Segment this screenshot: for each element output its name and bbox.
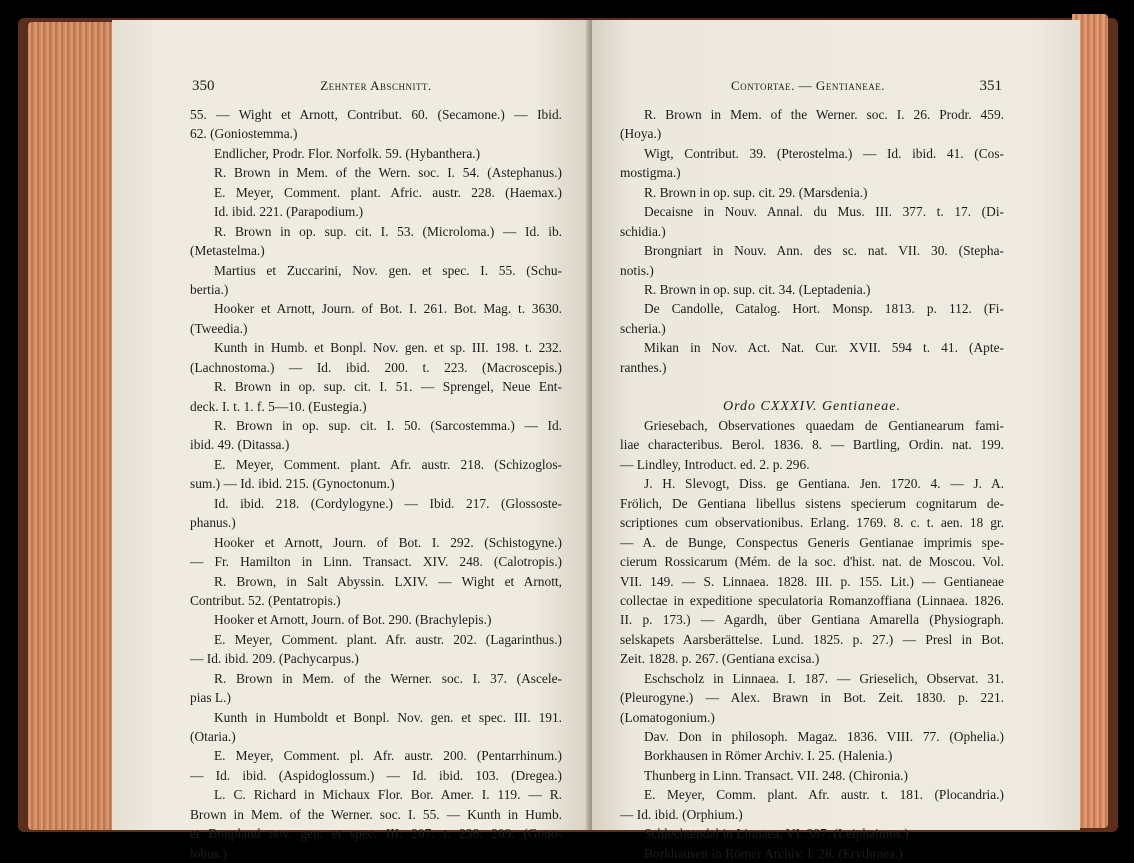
text-line: — Id. ibid. 209. (Pachycarpus.) xyxy=(190,651,359,667)
text-line: (Hoya.) xyxy=(620,126,662,142)
text-line: (Metastelma.) xyxy=(190,243,265,259)
text-line: Schlechtendal in Linnaea. VI. 387. (Leiphaimos.) xyxy=(644,826,909,842)
text-line: — Id. ibid. (Orphium.) xyxy=(620,806,743,822)
text-line: sum.) — Id. ibid. 215. (Gynoctonum.) xyxy=(190,476,395,492)
text-line: E. Meyer, Comment. plant. Afric. austr. 228. (Haemax.) xyxy=(214,184,562,200)
text-line: R. Brown, in Salt Abyssin. LXIV. — Wight et Arnott, xyxy=(214,573,562,589)
text-line: Wigt, Contribut. 39. (Pterostelma.) — Id. ibid. 41. (Cos- xyxy=(644,145,1004,161)
text-line: J. H. Slevogt, Diss. ge Gentiana. Jen. 1720. 4. — J. A. xyxy=(644,476,1004,492)
text-line: R. Brown in op. sup. cit. 34. (Leptadenia.) xyxy=(644,281,871,297)
text-line: Mikan in Nov. Act. Nat. Cur. XVII. 594 t. 41. (Apte- xyxy=(644,340,1004,356)
page-edges-left xyxy=(28,22,118,830)
text-line: 62. (Goniostemma.) xyxy=(190,126,298,142)
text-line: Id. ibid. 221. (Parapodium.) xyxy=(214,204,364,220)
page-number: 350 xyxy=(192,78,215,94)
text-line: Brongniart in Nouv. Ann. des sc. nat. VII. 30. (Stepha- xyxy=(644,243,1004,259)
right-page-body xyxy=(620,105,1004,863)
text-line: Kunth in Humboldt et Bonpl. Nov. gen. et spec. III. 191. xyxy=(214,709,562,725)
text-line: Decaisne in Nouv. Annal. du Mus. III. 377. t. 17. (Di- xyxy=(644,204,1004,220)
text-line: R. Brown in op. sup. cit. I. 50. (Sarcostemma.) — Id. xyxy=(214,418,562,433)
left-page-header xyxy=(192,76,560,96)
text-line: 55. — Wight et Arnott, Contribut. 60. (Secamone.) — Ibid. xyxy=(190,107,562,122)
text-line: — A. de Bunge, Conspectus Generis Gentianae imprimis spe- xyxy=(620,534,1004,550)
text-line: (Tweedia.) xyxy=(190,320,248,336)
page-number: 351 xyxy=(979,78,1002,94)
text-line: Contribut. 52. (Pentatropis.) xyxy=(190,592,341,608)
text-line: Kunth in Humb. et Bonpl. Nov. gen. et sp. III. 198. t. 232. xyxy=(214,340,562,356)
text-line: Borkhausen in Römer Archiv. I. 25. (Halenia.) xyxy=(644,748,893,764)
text-line: collectae in expeditione speculatoria Romanzoffiana (Linnaea. 1826. xyxy=(620,592,1004,608)
text-line: E. Meyer, Comment. plant. Afr. austr. 202. (Lagarinthus.) xyxy=(214,631,562,647)
text-line: R. Brown in op. sup. cit. 29. (Marsdenia.) xyxy=(644,184,868,200)
right-page-header xyxy=(614,76,1002,96)
text-line: Thunberg in Linn. Transact. VII. 248. (Chironia.) xyxy=(644,767,908,783)
text-line: — Fr. Hamilton in Linn. Transact. XIV. 248. (Calotropis.) xyxy=(190,554,562,570)
text-line: ranthes.) xyxy=(620,359,667,375)
running-head: Contortae. — Gentianeae. xyxy=(730,78,886,93)
text-line: — Id. ibid. (Aspidoglossum.) — Id. ibid. 103. (Dregea.) xyxy=(190,767,562,783)
text-line: bertia.) xyxy=(190,281,229,297)
text-line: VII. 149. — S. Linnaea. 1828. III. p. 155. Lit.) — Gentianeae xyxy=(620,573,1004,589)
text-line: cierum Rossicarum (Mém. de la soc. d'hist. nat. de Moscou. Vol. xyxy=(620,554,1004,570)
text-line: Borkhausen in Römer Archiv. I. 28. (Erythraea.) xyxy=(644,845,903,861)
text-line: ibid. 49. (Ditassa.) xyxy=(190,437,290,453)
section-heading: Ordo CXXXIV. Gentianeae. xyxy=(723,398,901,414)
text-line: Martius et Zuccarini, Nov. gen. et spec. I. 55. (Schu- xyxy=(214,262,562,278)
text-line: Endlicher, Prodr. Flor. Norfolk. 59. (Hybanthera.) xyxy=(214,145,481,161)
text-line: E. Meyer, Comment. plant. Afr. austr. 218. (Schizoglos- xyxy=(214,456,562,472)
text-line: Hooker et Arnott, Journ. of Bot. I. 261. Bot. Mag. t. 3630. xyxy=(214,301,562,317)
text-line: Griesebach, Observationes quaedam de Gentianearum fami- xyxy=(644,418,1004,433)
text-line: (Lachnostoma.) — Id. ibid. 200. t. 223. (Macroscepis.) xyxy=(190,359,562,375)
text-line: L. C. Richard in Michaux Flor. Bor. Amer. I. 119. — R. xyxy=(214,787,562,803)
text-line: scheria.) xyxy=(620,320,666,336)
text-line: et Bonpland nov. gen. et spec. III. 207. t. 238. 209. (Gono- xyxy=(190,826,562,842)
text-line: liae characteribus. Berol. 1836. 8. — Bartling, Ordin. nat. 199. xyxy=(620,437,1004,453)
right-page xyxy=(592,20,1080,861)
text-line: lobus.) xyxy=(190,845,227,861)
text-line: II. p. 173.) — Agardh, über Gentiana Amarella (Physiograph. xyxy=(620,612,1004,628)
text-line: De Candolle, Catalog. Hort. Monsp. 1813. p. 112. (Fi- xyxy=(644,301,1004,317)
text-line: notis.) xyxy=(620,262,654,278)
text-line: phanus.) xyxy=(190,515,236,531)
text-line: Eschscholz in Linnaea. I. 187. — Grieselich, Observat. 31. xyxy=(644,670,1004,686)
text-line: R. Brown in op. sup. cit. I. 51. — Sprengel, Neue Ent- xyxy=(214,379,562,395)
text-line xyxy=(620,377,1004,396)
text-line: — Lindley, Introduct. ed. 2. p. 296. xyxy=(620,456,810,472)
text-line: selskapets Aarsberättelse. Lund. 1825. p. 27.) — Presl in Bot. xyxy=(620,631,1004,647)
text-line: pias L.) xyxy=(190,690,231,706)
text-line: Frölich, De Gentiana libellus sistens specierum cognitarum de- xyxy=(620,495,1004,511)
text-line: R. Brown in op. sup. cit. I. 53. (Microloma.) — Id. ib. xyxy=(214,223,562,239)
text-line: R. Brown in Mem. of the Werner. soc. I. 26. Prodr. 459. xyxy=(644,107,1004,122)
text-line: Zeit. 1828. p. 267. (Gentiana excisa.) xyxy=(620,651,820,667)
text-line: R. Brown in Mem. of the Werner. soc. I. 37. (Ascele- xyxy=(214,670,562,686)
text-line: Id. ibid. 218. (Cordylogyne.) — Ibid. 217. (Glossoste- xyxy=(214,495,562,511)
text-line: scriptiones cum observationibus. Erlang. 1769. 8. c. t. aen. 18 gr. xyxy=(620,515,1004,531)
text-line: E. Meyer, Comment. pl. Afr. austr. 200. (Pentarrhinum.) xyxy=(214,748,562,764)
text-line: Hooker et Arnott, Journ. of Bot. I. 292. (Schistogyne.) xyxy=(214,534,562,550)
text-line: (Otaria.) xyxy=(190,729,236,744)
text-line: Hooker et Arnott, Journ. of Bot. 290. (Brachylepis.) xyxy=(214,612,492,628)
text-line: (Lomatogonium.) xyxy=(620,709,715,725)
left-page-body xyxy=(190,105,562,863)
text-line: deck. I. t. 1. f. 5—10. (Eustegia.) xyxy=(190,398,367,414)
running-head: Zehnter Abschnitt. xyxy=(320,78,432,93)
left-page xyxy=(112,20,590,861)
text-line: Dav. Don in philosoph. Magaz. 1836. VIII. 77. (Ophelia.) xyxy=(644,729,1004,744)
text-line: E. Meyer, Comm. plant. Afr. austr. t. 181. (Plocandria.) xyxy=(644,787,1004,803)
text-line: mostigma.) xyxy=(620,165,681,181)
text-line: R. Brown in Mem. of the Wern. soc. I. 54. (Astephanus.) xyxy=(214,165,562,181)
text-line: Brown in Mem. of the Werner. soc. I. 55. — Kunth in Humb. xyxy=(190,806,562,822)
text-line: (Pleurogyne.) — Alex. Brawn in Bot. Zeit. 1830. p. 221. xyxy=(620,690,1004,706)
text-line: schidia.) xyxy=(620,223,666,239)
